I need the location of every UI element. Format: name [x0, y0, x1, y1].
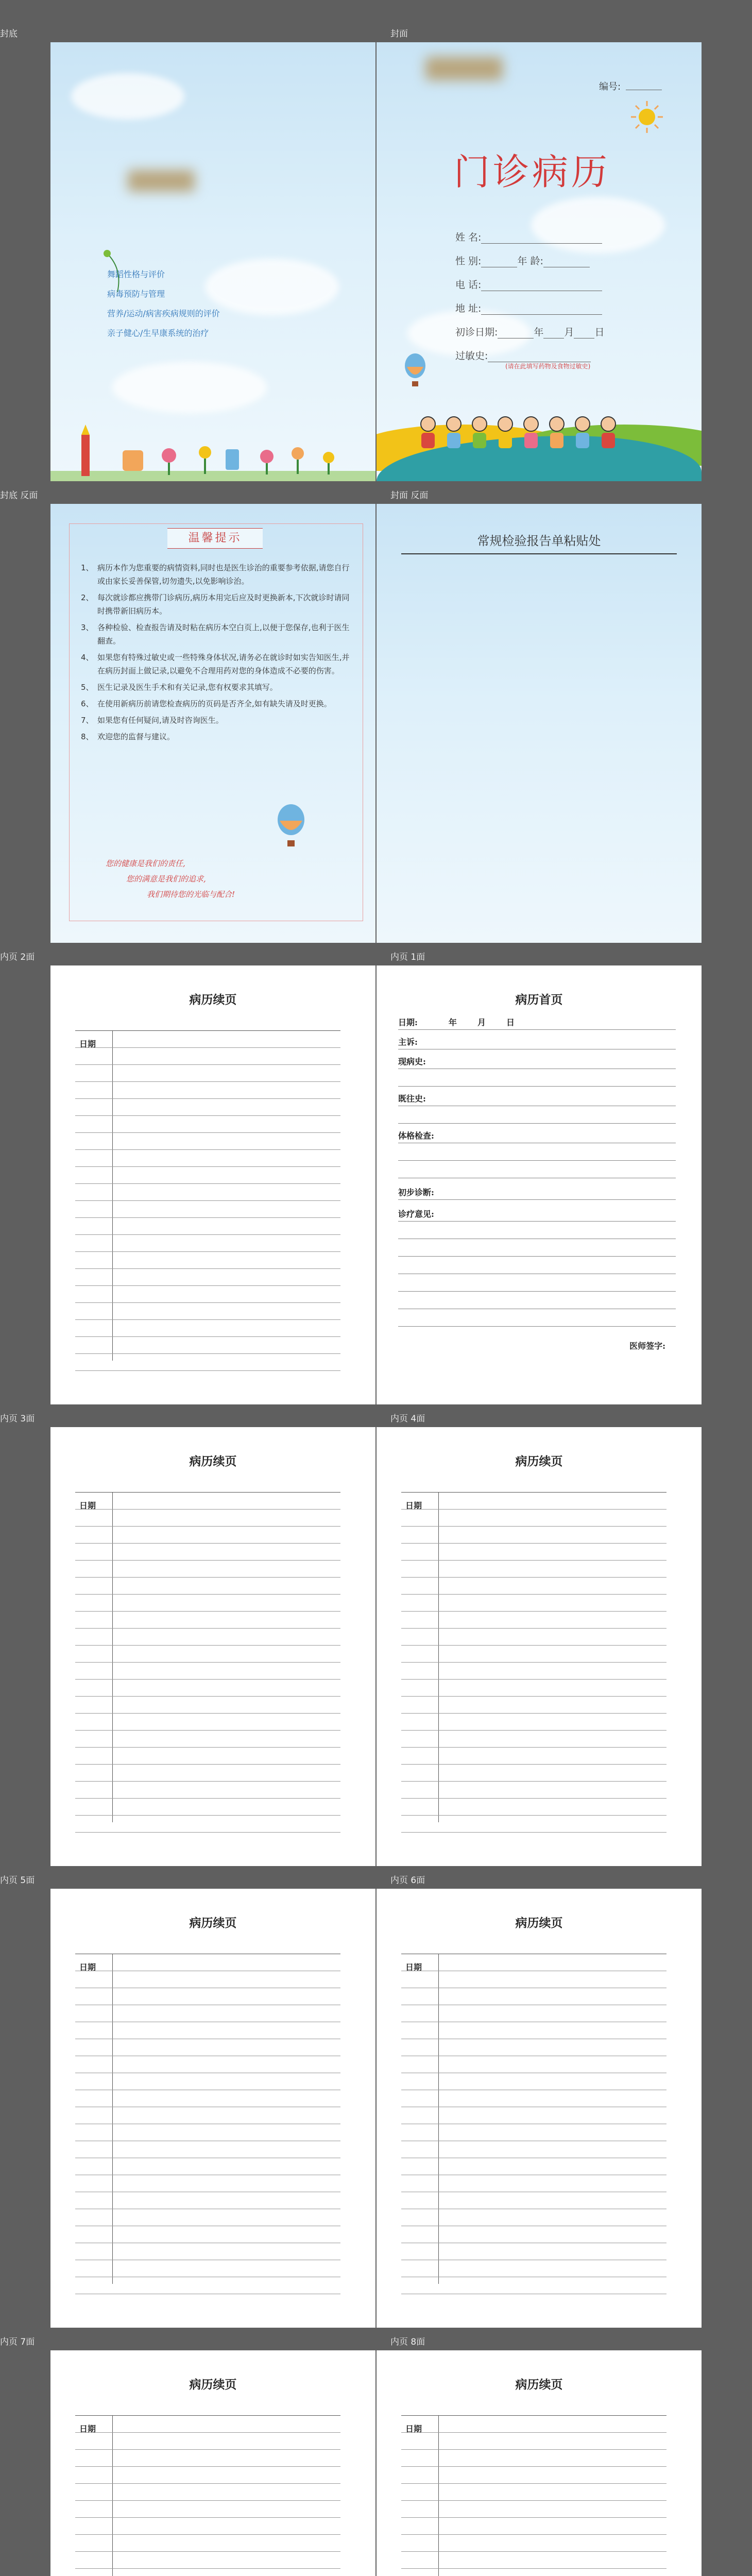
tagline-4: 亲子健心/生早康系统的治疗 [107, 328, 209, 338]
record-table [75, 1954, 340, 2284]
tip-item: 8、 欢迎您的监督与建议。 [81, 732, 175, 741]
hot-air-balloon-icon [400, 351, 431, 393]
tips-page [50, 504, 375, 943]
label-p1: 内页 1面 [390, 952, 425, 962]
continuation-page-7 [50, 2350, 375, 2576]
back-cover [50, 42, 375, 481]
page-spread-3-4 [50, 1427, 702, 1866]
page-title: 病历首页 [515, 993, 563, 1007]
page-spread-1-2 [50, 965, 702, 1404]
report-paste-page [377, 504, 702, 943]
page-title: 病历续页 [515, 1916, 563, 1930]
date-header: 日期 [79, 1962, 96, 1972]
record-table [75, 1492, 340, 1822]
label-p4: 内页 4面 [390, 1414, 425, 1424]
page-title: 病历续页 [515, 2378, 563, 2392]
label-inside-right: 封面 反面 [390, 490, 429, 501]
date-header: 日期 [79, 1039, 96, 1049]
tip-item: 3、 各种检验、检查报告请及时粘在病历本空白页上,以便于您保存,也利于医生翻查。 [81, 623, 350, 646]
doctor-signature-label: 医师签字: [629, 1341, 665, 1351]
treatment-label: 诊疗意见: [398, 1209, 434, 1219]
allergy-field: 过敏史: [455, 348, 591, 362]
gender-age-field: 性 别: 年 龄: [455, 253, 590, 267]
label-p6: 内页 6面 [390, 1875, 425, 1886]
physical-exam-label: 体格检查: [398, 1131, 434, 1141]
first-visit-field: 初诊日期: 年 月 日 [455, 327, 605, 338]
page-title: 病历续页 [515, 1454, 563, 1468]
tips-box [69, 523, 363, 921]
date-header: 日期 [405, 2424, 422, 2434]
page-spread-5-6 [50, 1889, 702, 2328]
label-p2: 内页 2面 [0, 952, 35, 962]
address-field: 地 址: [455, 301, 602, 315]
phone-field: 电 话: [455, 277, 602, 291]
hot-air-balloon-icon [270, 802, 312, 854]
chief-complaint-label: 主诉: [398, 1037, 418, 1047]
tips-title: 温馨提示 [167, 528, 263, 549]
page-spread-7-8 [50, 2350, 702, 2576]
label-p8: 内页 8面 [390, 2337, 425, 2347]
cover-title: 门诊病历 [454, 151, 610, 193]
crayon-flowers-illustration [50, 419, 375, 481]
tagline-1: 舞蹈性格与评价 [107, 269, 165, 279]
kid-illustration [420, 416, 436, 448]
number-label: 编号: [599, 81, 621, 92]
date-header: 日期 [79, 1501, 96, 1511]
kid-illustration [575, 416, 590, 448]
record-table [401, 2415, 666, 2576]
kid-illustration [472, 416, 487, 448]
wish-line-1: 您的健康是我们的责任, [106, 859, 185, 868]
tip-item: 7、 如果您有任何疑问,请及时咨询医生。 [81, 716, 224, 725]
tip-item: 5、 医生记录及医生手术和有关记录,您有权要求其填写。 [81, 683, 278, 692]
kid-illustration [446, 416, 462, 448]
first-record-page [377, 965, 702, 1404]
paste-title: 常规检验报告单粘贴处 [477, 534, 601, 548]
label-cover-right: 封面 [390, 29, 408, 39]
tip-item: 2、 每次就诊都应携带门诊病历,病历本用完后应及时更换新本,下次就诊时请同时携带新旧病历本。 [81, 593, 350, 616]
kid-illustration [498, 416, 513, 448]
record-table [401, 1954, 666, 2284]
past-history-label: 既往史: [398, 1094, 426, 1104]
tips-list [81, 561, 354, 747]
date-header: 日期 [405, 1501, 422, 1511]
kid-illustration [601, 416, 616, 448]
record-table [75, 2415, 340, 2576]
kid-illustration [549, 416, 565, 448]
tip-item: 1、 病历本作为您重要的病情资料,同时也是医生诊治的重要参考依据,请您自行或由家长妥善保管,切勿遗失,以免影响诊治。 [81, 563, 350, 586]
continuation-page-8 [377, 2350, 702, 2576]
tagline-2: 病毒预防与管理 [107, 289, 165, 299]
sun-icon [629, 99, 665, 135]
present-illness-label: 现病史: [398, 1057, 426, 1066]
inside-cover-spread [50, 504, 702, 943]
continuation-page-3 [50, 1427, 375, 1866]
tip-item: 6、 在使用新病历前请您检查病历的页码是否齐全,如有缺失请及时更换。 [81, 699, 332, 708]
page-title: 病历续页 [189, 1454, 237, 1468]
page-title: 病历续页 [189, 2378, 237, 2392]
blurred-hospital-logo [425, 57, 503, 80]
record-table [401, 1492, 666, 1822]
continuation-page-6 [377, 1889, 702, 2328]
label-p5: 内页 5面 [0, 1875, 35, 1886]
visit-date-label: 日期: 年 月 日 [398, 1018, 515, 1027]
tip-item: 4、 如果您有特殊过敏史或一些特殊身体状况,请务必在就诊时如实告知医生,并在病历封面上做记录,以避免不合理用药对您的身体造成不必要的伤害。 [81, 653, 350, 675]
blurred-logo [128, 170, 195, 192]
page-title: 病历续页 [189, 1916, 237, 1930]
allergy-note: (请在此填写药物及食物过敏史) [505, 363, 591, 370]
date-header: 日期 [405, 1962, 422, 1972]
wish-line-2: 您的满意是我们的追求, [126, 874, 206, 884]
cover-spread [50, 42, 702, 481]
page-title: 病历续页 [189, 993, 237, 1007]
kid-illustration [523, 416, 539, 448]
continuation-page-2 [50, 965, 375, 1404]
record-table [75, 1030, 340, 1361]
front-cover [377, 42, 702, 481]
name-field: 姓 名: [455, 230, 602, 244]
label-p3: 内页 3面 [0, 1414, 35, 1424]
tagline-3: 营养/运动/病害疾病规则的评价 [107, 309, 220, 318]
wish-line-3: 我们期待您的光临与配合! [147, 890, 235, 899]
diagnosis-label: 初步诊断: [398, 1188, 434, 1197]
label-inside-left: 封底 反面 [0, 490, 38, 501]
label-cover-left: 封底 [0, 29, 18, 39]
label-p7: 内页 7面 [0, 2337, 35, 2347]
date-header: 日期 [79, 2424, 96, 2434]
continuation-page-5 [50, 1889, 375, 2328]
continuation-page-4 [377, 1427, 702, 1866]
